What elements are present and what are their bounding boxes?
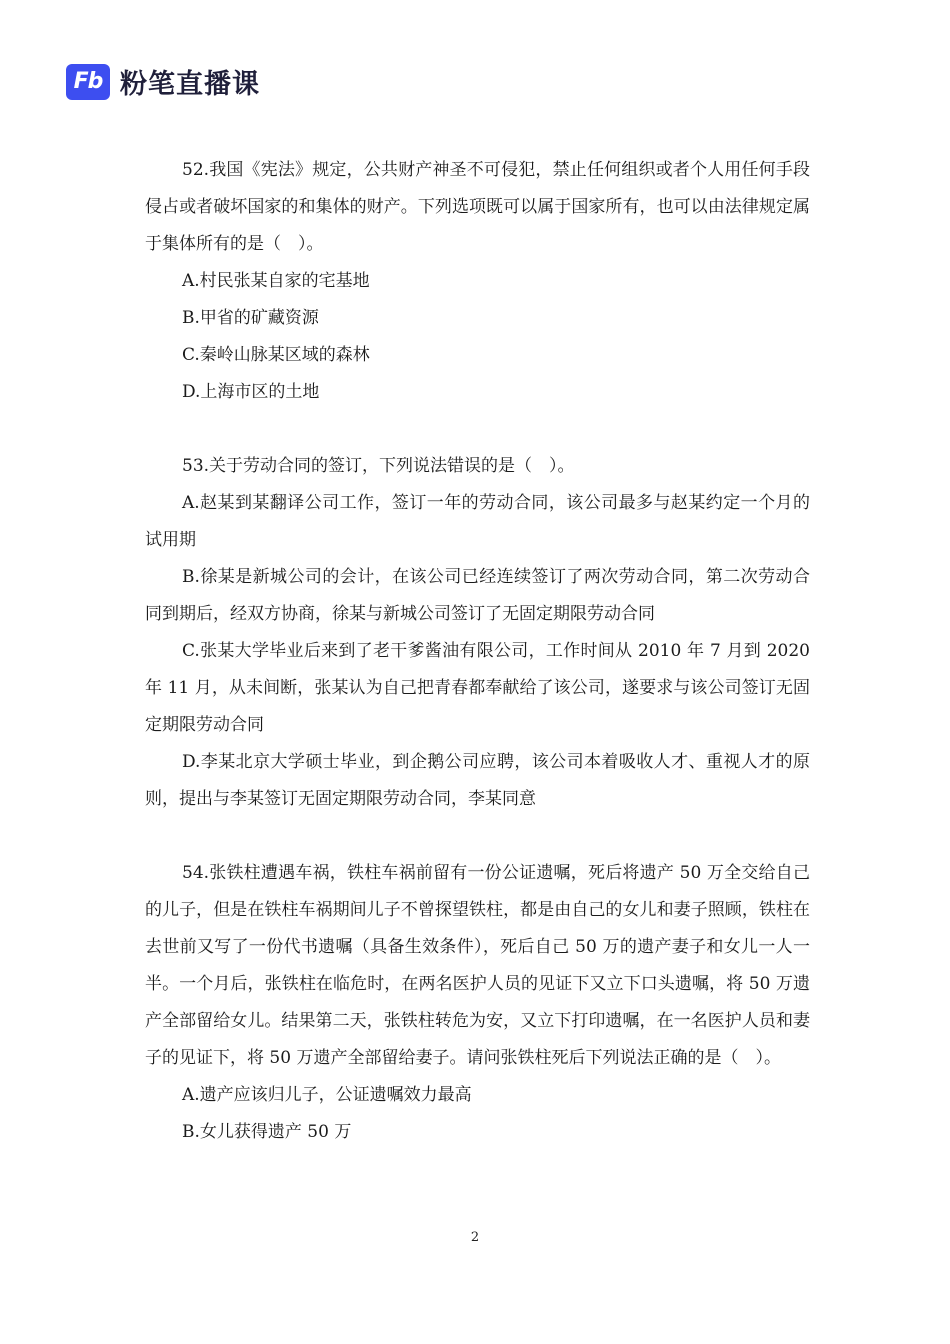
question-stem: 54.张铁柱遭遇车祸，铁柱车祸前留有一份公证遗嘱，死后将遗产 50 万全交给自己的儿子，但是在铁柱车祸期间儿子不曾探望铁柱，都是由自己的女儿和妻子照顾，铁柱在去世前又写了一份代书遗嘱（具备生效条件），死后自己 50 万的遗产妻子和女儿一人一半。一个月后，张铁柱在临危时，在两名医护人员的见证下又立下口头遗嘱，将 50 万遗产全部留给女儿。结果第二天，张铁柱转危为安，又立下打印遗嘱，在一名医护人员和妻子的见证下，将 50 万遗产全部留给妻子。请问张铁柱死后下列说法正确的是（ ）。	[145, 863, 810, 1068]
option-c: C.秦岭山脉某区域的森林	[182, 345, 370, 365]
option-d: D.上海市区的土地	[182, 382, 320, 402]
question-52	[145, 152, 810, 411]
question-stem: 53.关于劳动合同的签订，下列说法错误的是（ ）。	[182, 456, 575, 476]
question-53	[145, 448, 810, 818]
option-b: B.甲省的矿藏资源	[182, 308, 319, 328]
brand-logo	[66, 62, 260, 101]
option-a: A.遗产应该归儿子，公证遗嘱效力最高	[182, 1085, 472, 1105]
option-b: B.徐某是新城公司的会计，在该公司已经连续签订了两次劳动合同，第二次劳动合同到期后，经双方协商，徐某与新城公司签订了无固定期限劳动合同	[145, 567, 810, 624]
option-c: C.张某大学毕业后来到了老干爹酱油有限公司，工作时间从 2010 年 7 月到 2020 年 11 月，从未间断，张某认为自己把青春都奉献给了该公司，遂要求与该公司签订无固定期限劳动合同	[145, 641, 810, 735]
document-body	[145, 152, 810, 1151]
page-number: 2	[470, 1230, 480, 1245]
option-b: B.女儿获得遗产 50 万	[182, 1122, 352, 1142]
option-d: D.李某北京大学硕士毕业，到企鹅公司应聘，该公司本着吸收人才、重视人才的原则，提出与李某签订无固定期限劳动合同，李某同意	[145, 752, 810, 809]
option-a: A.赵某到某翻译公司工作，签订一年的劳动合同，该公司最多与赵某约定一个月的试用期	[145, 493, 810, 550]
question-54	[145, 855, 810, 1151]
brand-name: 粉笔直播课	[120, 69, 260, 100]
option-a: A.村民张某自家的宅基地	[182, 271, 370, 291]
brand-logo-icon: Fb	[66, 64, 110, 100]
question-stem: 52.我国《宪法》规定，公共财产神圣不可侵犯，禁止任何组织或者个人用任何手段侵占或者破坏国家的和集体的财产。下列选项既可以属于国家所有，也可以由法律规定属于集体所有的是（ ）。	[145, 160, 810, 254]
